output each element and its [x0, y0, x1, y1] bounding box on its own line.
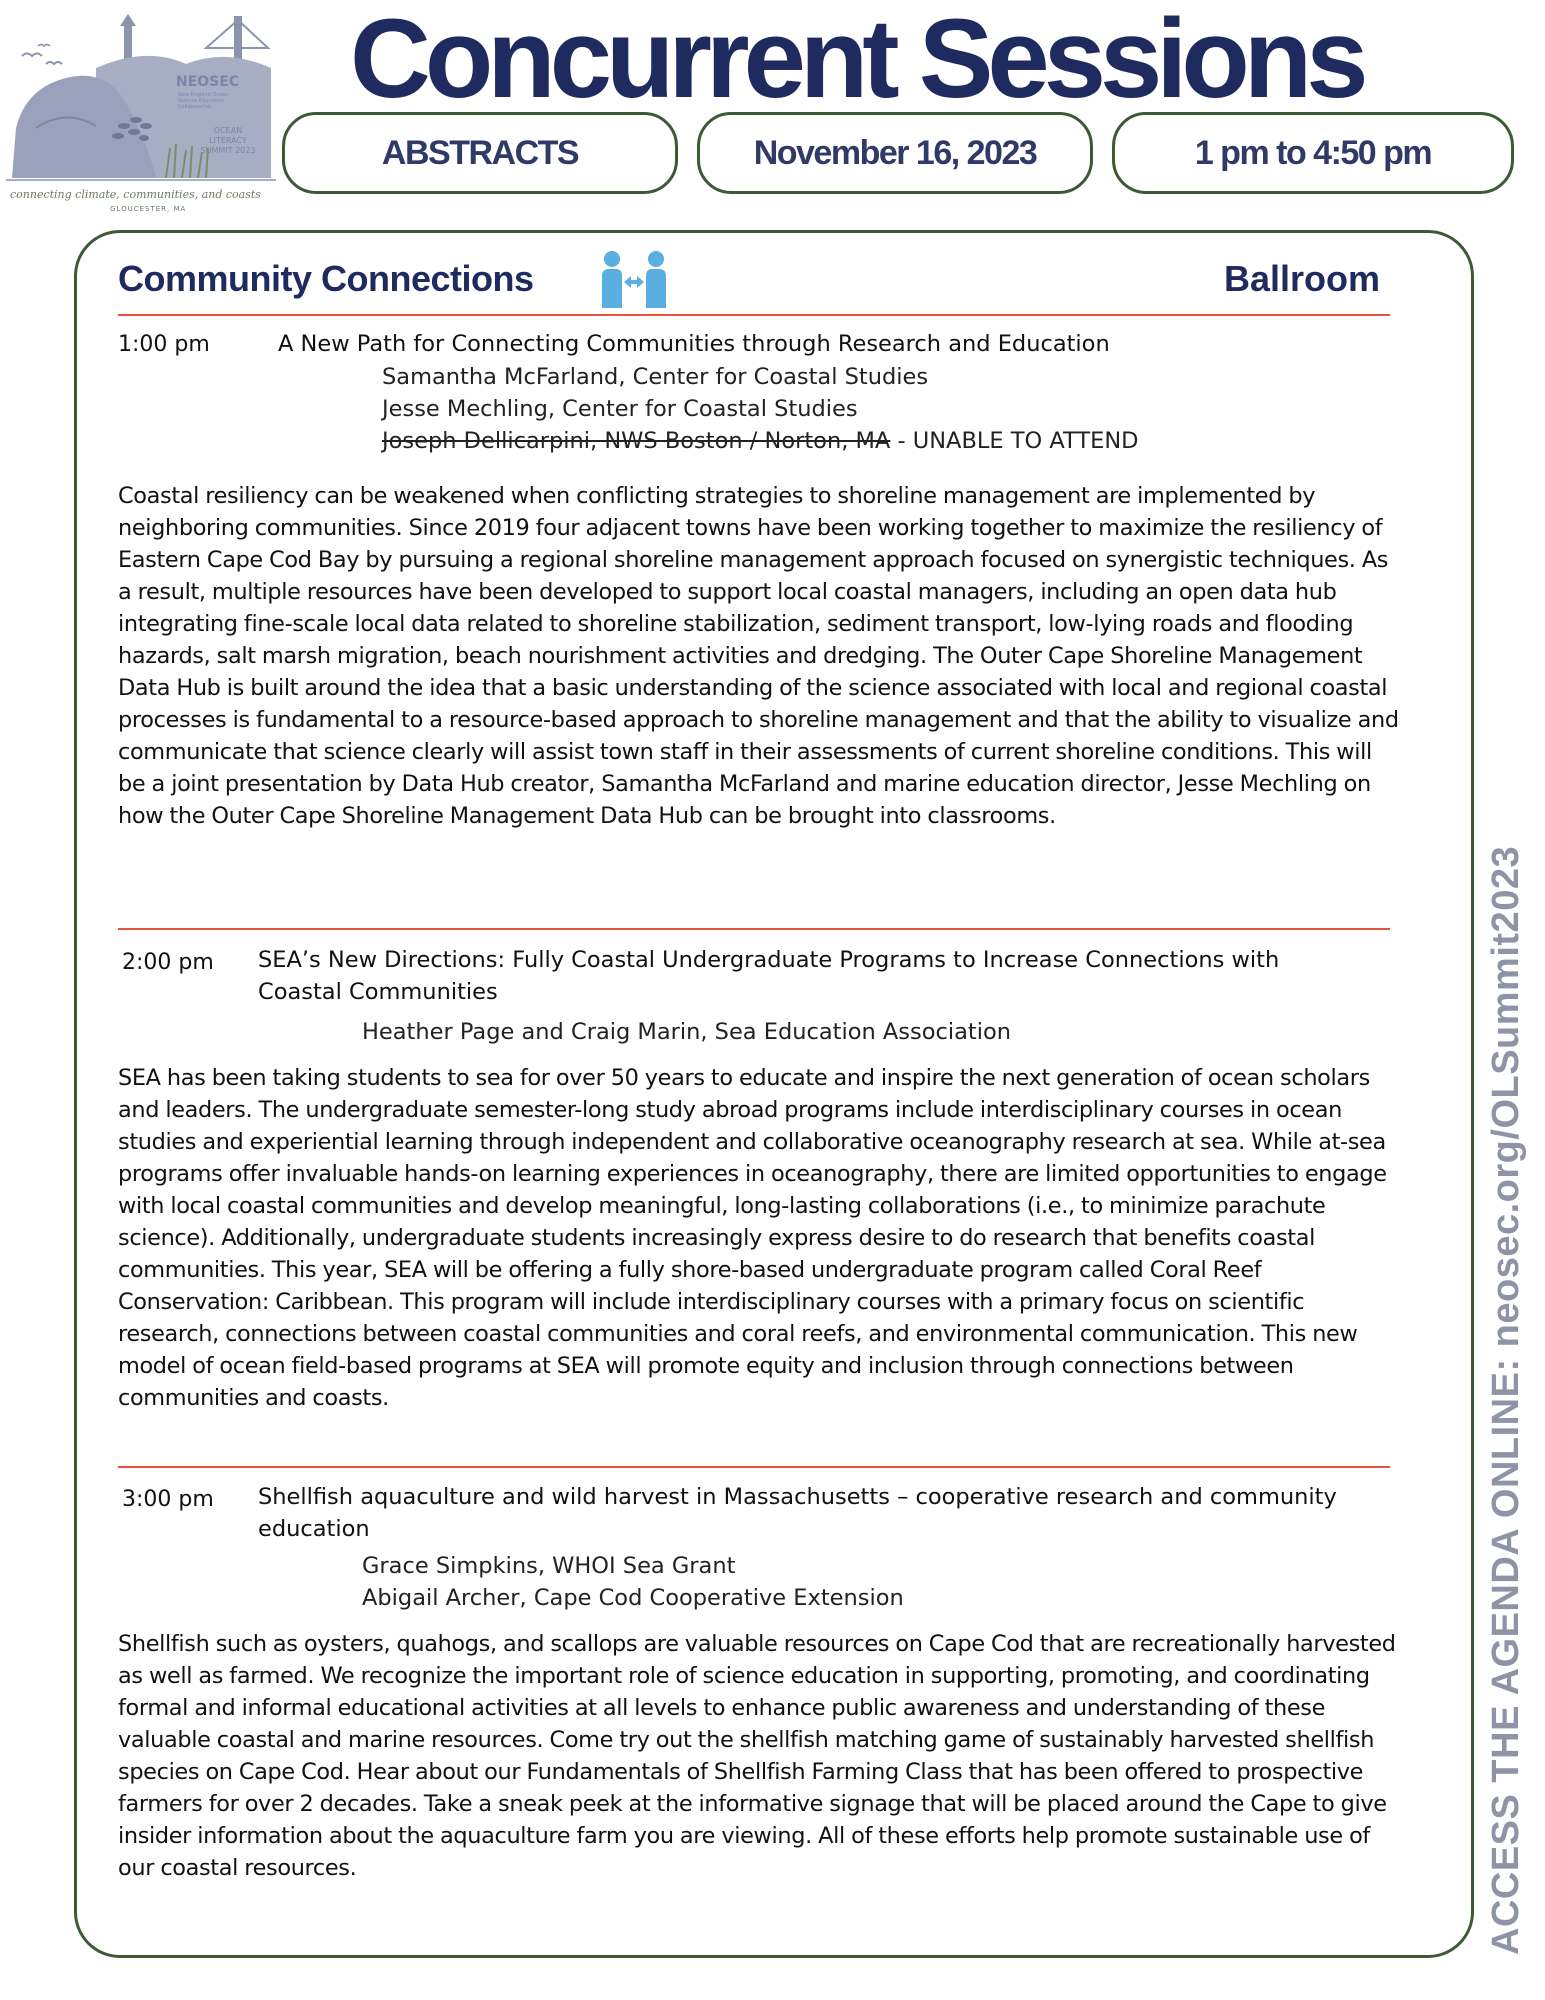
session-title: A New Path for Connecting Communities through Research and Education — [278, 331, 1110, 357]
divider — [118, 928, 1390, 930]
session-abstract: Coastal resiliency can be weakened when conflicting strategies to shoreline management are implemented by neighboring communities. Since 2019 four adjacent towns have been working together to maximize the resiliency of Eastern Cape Cod Bay by pursuing a regional shoreline management approach focused on synergistic techniques. As a result, multiple resources have been developed to support local coastal managers, including an open data hub integrating fine-scale local data related to shoreline stabilization, sediment transport, low-lying roads and flooding hazards, salt marsh migration, beach nourishment activities and dredging. The Outer Cape Shoreline Management Data Hub is built around the idea that a basic understanding of the science associated with local and regional coastal processes is fundamental to a resource-based approach to shoreline management and that the ability to visualize and communicate that science clearly will assist town staff in their assessments of current shoreline conditions. This will be a joint presentation by Data Hub creator, Samantha McFarland and marine education director, Jesse Mechling on how the Outer Cape Shoreline Management Data Hub can be brought into classrooms. — [118, 483, 1399, 829]
session-abstract: Shellfish such as oysters, quahogs, and scallops are valuable resources on Cape Cod that are recreationally harvested as well as farmed. We recognize the important role of science education in supporting, promoting, and coordinating formal and informal educational activities at all levels to enhance public awareness and understanding of these valuable coastal and marine resources. Come try out the shellfish matching game of sustainably harvested shellfish species on Cape Cod. Hear about our Fundamentals of Shellfish Farming Class that has been offered to prospective farmers for over 2 decades. Take a sneak peek at the informative signage that will be placed around the Cape to give insider information about the aquaculture farm you are viewing. All of these efforts help promote sustainable use of our coastal resources. — [118, 1631, 1396, 1881]
date-pill: November 16, 2023 — [697, 112, 1093, 194]
logo-tagline: connecting climate, communities, and coasts — [10, 188, 261, 201]
divider — [118, 314, 1390, 316]
people-connect-icon — [598, 250, 670, 312]
cancelled-note: - UNABLE TO ATTEND — [890, 428, 1139, 454]
cancelled-speaker: Joseph Dellicarpini, NWS Boston / Norton, MA — [382, 428, 891, 454]
session-time: 1:00 pm — [118, 332, 210, 357]
logo-subtitle: New England Ocean Science Education Collaborative — [178, 92, 229, 110]
speaker: Samantha McFarland, Center for Coastal Studies — [382, 364, 929, 390]
divider — [118, 1466, 1390, 1468]
room-label: Ballroom — [1223, 258, 1380, 299]
session-abstract: SEA has been taking students to sea for over 50 years to educate and inspire the next generation of ocean scholars and leaders. The undergraduate semester-long study abroad programs include interdisciplinary courses in ocean studies and experiential learning through independent and collaborative oceanography research at sea. While at-sea programs offer invaluable hands-on learning experiences in oceanography, there are limited opportunities to engage with local coastal communities and develop meaningful, long-lasting collaborations (i.e., to minimize parachute science). Additionally, undergraduate students increasingly express desire to do research that benefits coastal communities. This year, SEA will be offering a fully shore-based undergraduate program called Coral Reef Conservation: Caribbean. This program will include interdisciplinary courses with a primary focus on scientific research, connections between coastal communities and coral reefs, and environmental communication. This new model of ocean field-based programs at SEA will promote equity and inclusion through connections between communities and coasts. — [118, 1065, 1387, 1411]
speaker: Abigail Archer, Cape Cod Cooperative Extension — [362, 1585, 904, 1611]
session-time: 2:00 pm — [122, 950, 214, 975]
speaker: Heather Page and Craig Marin, Sea Education Association — [362, 1019, 1012, 1045]
neosec-logo — [6, 8, 276, 213]
speaker: Jesse Mechling, Center for Coastal Studies — [382, 396, 858, 422]
agenda-link-text: ACCESS THE AGENDA ONLINE: neosec.org/OLSummit2023 — [1485, 845, 1527, 1955]
cancelled-speaker-line — [382, 425, 1139, 457]
session-title: SEA’s New Directions: Fully Coastal Undergraduate Programs to Increase Connections with Coastal Communities — [258, 947, 1280, 1005]
page-title: Concurrent Sessions — [350, 0, 1363, 121]
time-pill: 1 pm to 4:50 pm — [1112, 112, 1514, 194]
logo-place: GLOUCESTER, MA — [110, 205, 187, 213]
abstracts-pill: ABSTRACTS — [282, 112, 678, 194]
speaker: Grace Simpkins, WHOI Sea Grant — [362, 1553, 736, 1579]
session-time: 3:00 pm — [122, 1487, 214, 1512]
session-title: Shellfish aquaculture and wild harvest in Massachusetts – cooperative research and community education — [258, 1484, 1337, 1542]
logo-brand: NEOSEC — [176, 74, 240, 90]
logo-summit: OCEAN LITERACY SUMMIT 2023 — [200, 126, 256, 155]
track-title: Community Connections — [118, 258, 534, 299]
